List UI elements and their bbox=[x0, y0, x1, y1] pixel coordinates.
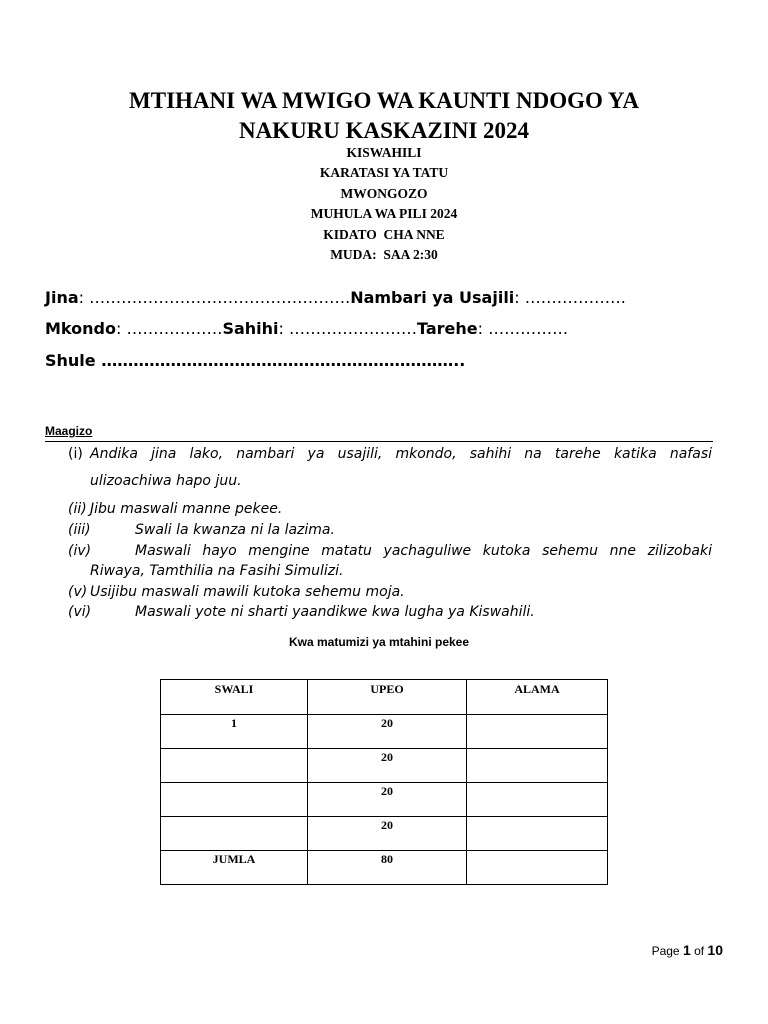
time-label: MUDA: SAA 2:30 bbox=[330, 247, 438, 262]
instruction-1-line-2: ulizoachiwa hapo juu. bbox=[90, 473, 242, 489]
cell-swali[interactable] bbox=[161, 817, 308, 851]
cell-upeo: 20 bbox=[308, 783, 467, 817]
page-word: Page bbox=[651, 944, 683, 958]
cell-alama[interactable] bbox=[467, 783, 608, 817]
sign-label: Sahihi bbox=[222, 319, 279, 338]
instruction-num-6: (vi) bbox=[68, 604, 92, 620]
instruction-5: Usijibu maswali mawili kutoka sehemu moja. bbox=[90, 584, 405, 600]
stream-field[interactable]: : ……………… bbox=[115, 319, 223, 338]
instructions-heading: Maagizo bbox=[45, 424, 93, 438]
school-label: Shule bbox=[45, 351, 96, 370]
cell-alama[interactable] bbox=[467, 715, 608, 749]
subject-label: KISWAHILI bbox=[346, 145, 422, 160]
page-current: 1 bbox=[682, 942, 691, 958]
table-header-row bbox=[161, 680, 608, 715]
instruction-num-4: (iv) bbox=[68, 543, 92, 559]
form-label: KIDATO CHA NNE bbox=[323, 227, 445, 242]
header-swali: SWALI bbox=[161, 680, 308, 715]
page-number bbox=[652, 942, 723, 958]
reg-label: Nambari ya Usajili bbox=[350, 288, 515, 307]
instruction-4-line-1: Maswali hayo mengine matatu yachaguliwe kutoka sehemu nne zilizobaki bbox=[135, 543, 712, 559]
name-reg-line bbox=[45, 288, 626, 308]
cell-swali[interactable] bbox=[161, 783, 308, 817]
page-total: 10 bbox=[707, 942, 723, 958]
term-label: MUHULA WA PILI 2024 bbox=[310, 206, 458, 221]
instruction-num-5: (v) bbox=[68, 584, 88, 600]
date-label: Tarehe bbox=[417, 319, 478, 338]
cell-total-alama[interactable] bbox=[467, 851, 608, 885]
stream-label: Mkondo bbox=[45, 319, 116, 338]
header-upeo: UPEO bbox=[308, 680, 467, 715]
date-field[interactable]: : …………… bbox=[477, 319, 569, 338]
instruction-1-line-1: Andika jina lako, nambari ya usajili, mkondo, sahihi na tarehe katika nafasi bbox=[90, 446, 712, 462]
cell-alama[interactable] bbox=[467, 749, 608, 783]
title-line-1: MTIHANI WA MWIGO WA KAUNTI NDOGO YA bbox=[129, 88, 639, 113]
reg-field[interactable]: : ………………. bbox=[514, 288, 626, 307]
exam-title bbox=[40, 86, 728, 146]
table-row bbox=[161, 715, 608, 749]
cell-swali: 1 bbox=[161, 715, 308, 749]
cell-upeo: 20 bbox=[308, 817, 467, 851]
cell-upeo: 20 bbox=[308, 715, 467, 749]
school-line bbox=[45, 351, 465, 371]
type-label: MWONGOZO bbox=[340, 186, 428, 201]
stream-sign-date-line bbox=[45, 319, 568, 339]
table-row bbox=[161, 783, 608, 817]
cell-total-label: JUMLA bbox=[161, 851, 308, 885]
name-field[interactable]: : …………………………………………. bbox=[78, 288, 351, 307]
name-label: Jina bbox=[45, 288, 79, 307]
instruction-6: Maswali yote ni sharti yaandikwe kwa lugha ya Kiswahili. bbox=[135, 604, 535, 620]
header-alama: ALAMA bbox=[467, 680, 608, 715]
instruction-num-2: (ii) bbox=[68, 501, 87, 517]
table-row bbox=[161, 817, 608, 851]
marks-table bbox=[160, 679, 608, 885]
table-row bbox=[161, 749, 608, 783]
table-total-row bbox=[161, 851, 608, 885]
cell-alama[interactable] bbox=[467, 817, 608, 851]
sign-field[interactable]: : …………………… bbox=[278, 319, 418, 338]
cell-swali[interactable] bbox=[161, 749, 308, 783]
title-line-2: NAKURU KASKAZINI 2024 bbox=[238, 118, 530, 143]
instruction-num-3: (iii) bbox=[68, 522, 91, 538]
instruction-num-1: (i) bbox=[68, 446, 83, 462]
school-field[interactable]: ………………………………………………………….. bbox=[95, 351, 466, 370]
of-word: of bbox=[690, 944, 708, 958]
instruction-3: Swali la kwanza ni la lazima. bbox=[135, 522, 335, 538]
table-caption: Kwa matumizi ya mtahini pekee bbox=[288, 635, 470, 649]
heading-rule bbox=[45, 441, 713, 442]
cell-total-upeo: 80 bbox=[308, 851, 467, 885]
paper-label: KARATASI YA TATU bbox=[319, 165, 449, 180]
instruction-2: Jibu maswali manne pekee. bbox=[90, 501, 283, 517]
cell-upeo: 20 bbox=[308, 749, 467, 783]
instruction-4-line-2: Riwaya, Tamthilia na Fasihi Simulizi. bbox=[90, 563, 344, 579]
